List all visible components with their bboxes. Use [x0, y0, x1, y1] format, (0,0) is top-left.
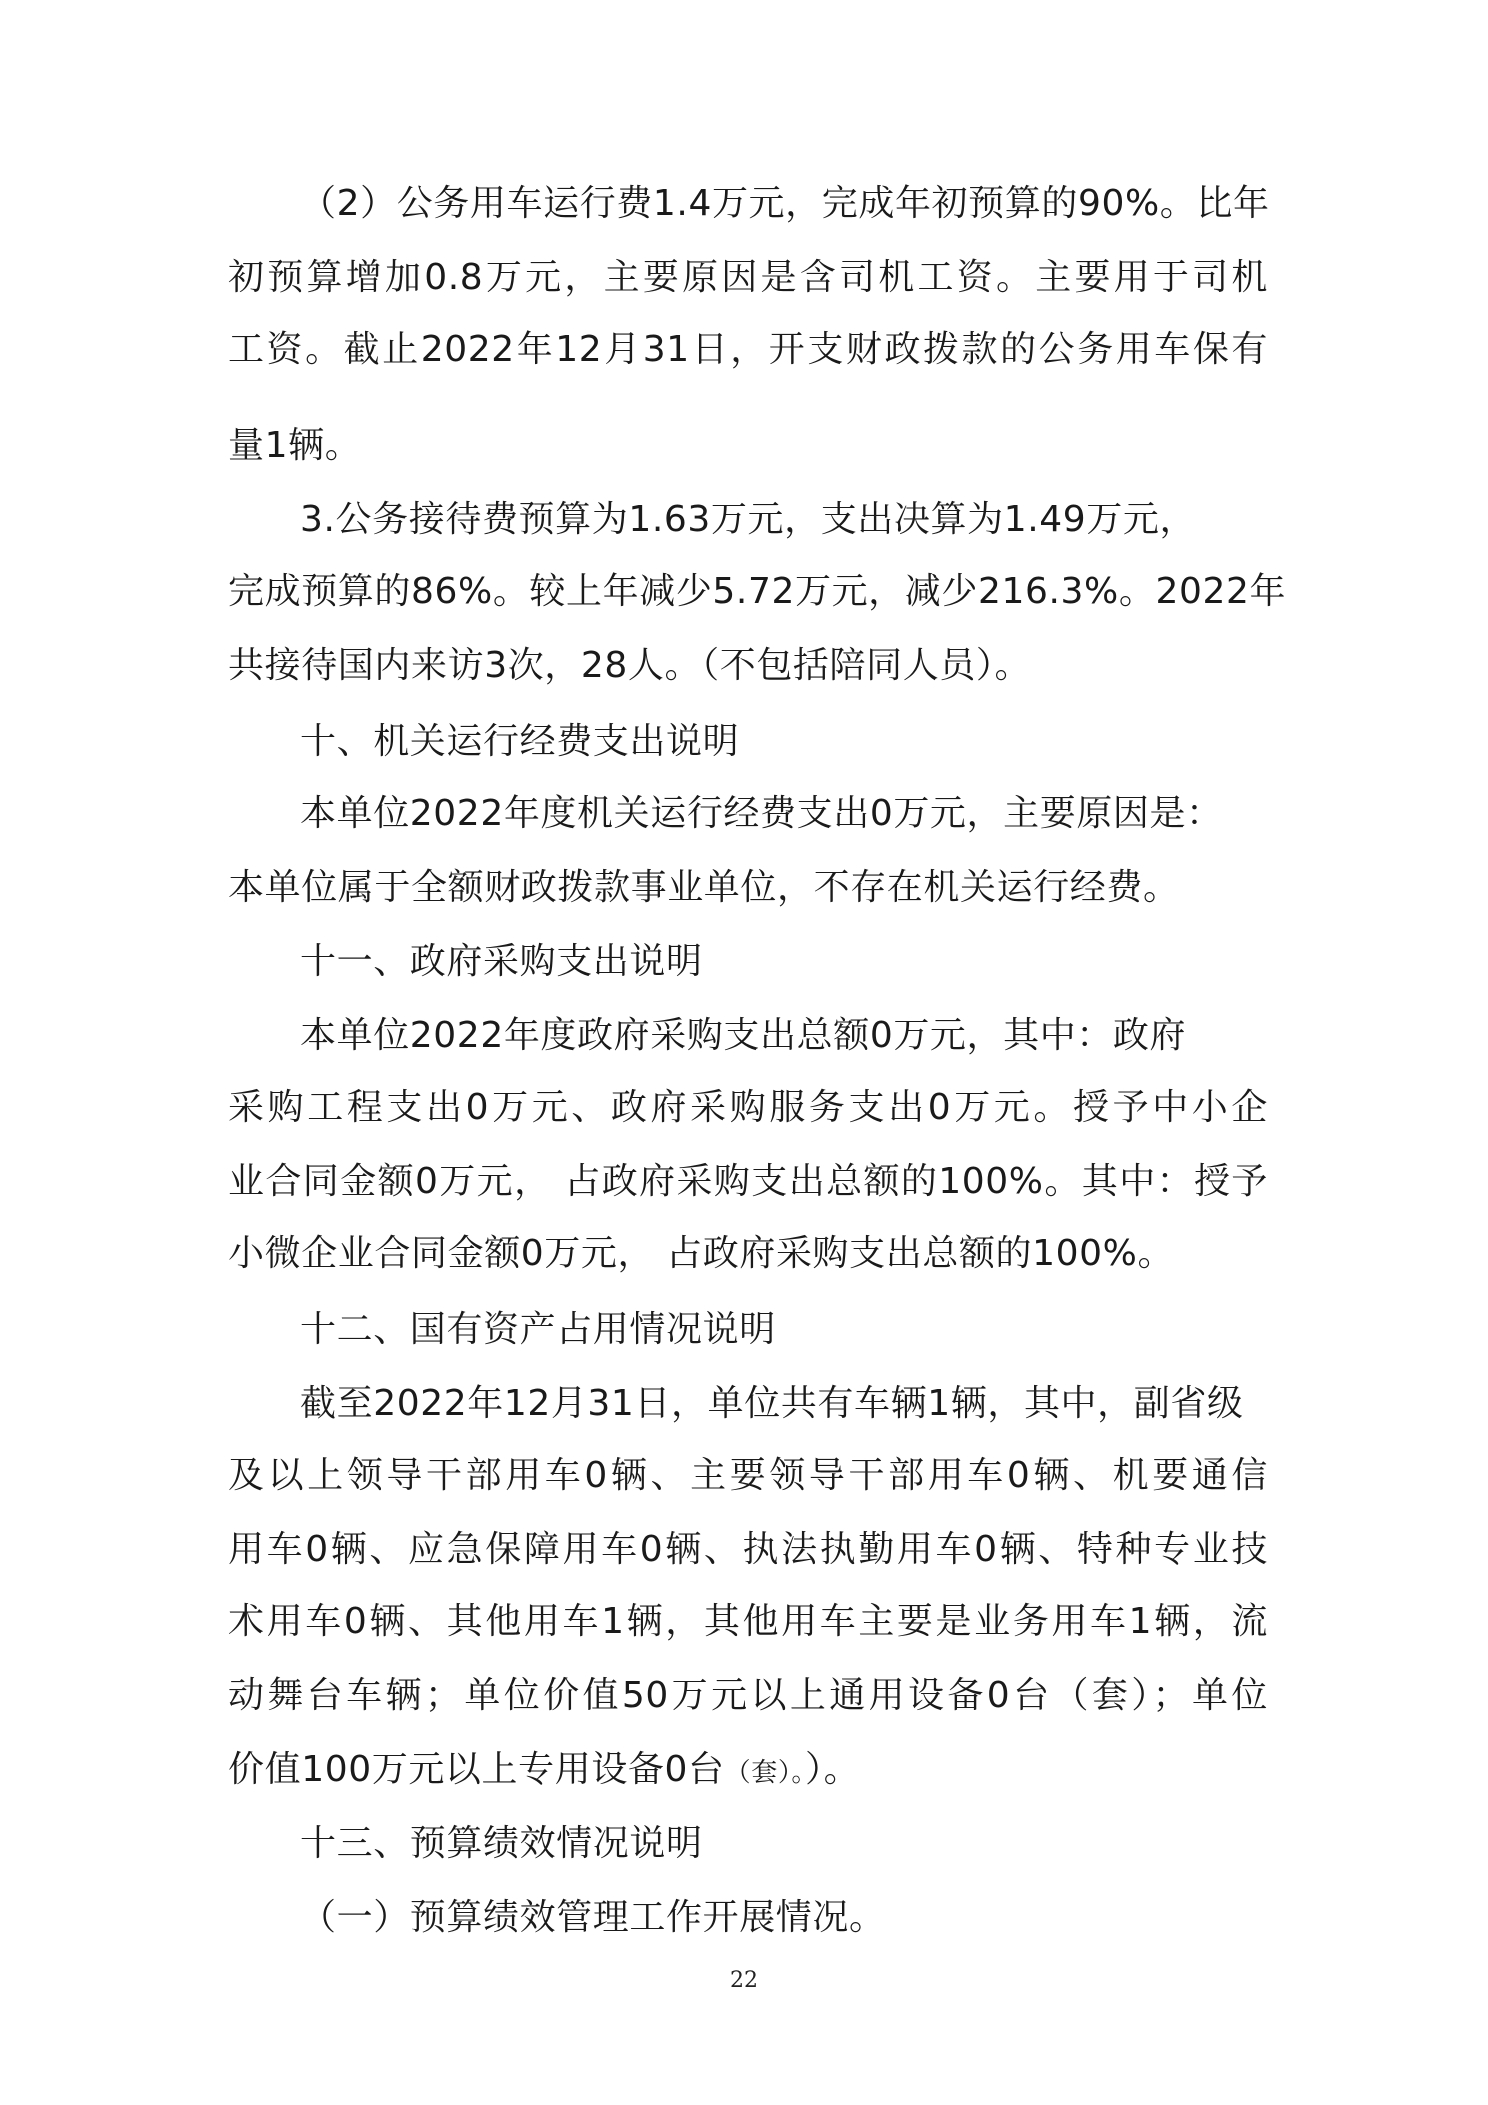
paragraph-line: （2）公务用车运行费1.4万元，完成年初预算的90%。比年: [300, 183, 1270, 224]
section-heading: 十、机关运行经费支出说明: [300, 721, 740, 762]
subsection-heading: （一）预算绩效管理工作开展情况。: [300, 1897, 886, 1938]
paragraph-line: 及以上领导干部用车0辆、主要领导干部用车0辆、机要通信: [228, 1455, 1268, 1496]
paragraph-line: 术用车0辆、其他用车1辆，其他用车主要是业务用车1辆，流: [228, 1601, 1268, 1642]
paragraph-line: 3.公务接待费预算为1.63万元，支出决算为1.49万元，: [300, 499, 1197, 540]
section-heading: 十二、国有资产占用情况说明: [300, 1309, 776, 1350]
paragraph-line: 本单位2022年度机关运行经费支出0万元，主要原因是：: [300, 793, 1223, 834]
paragraph-line: 量1辆。: [228, 425, 362, 466]
paragraph-line-small-text: （套）。: [724, 1758, 806, 1788]
paragraph-line: 截至2022年12月31日，单位共有车辆1辆，其中，副省级: [300, 1383, 1244, 1424]
paragraph-line: 用车0辆、应急保障用车0辆、执法执勤用车0辆、特种专业技: [228, 1529, 1268, 1570]
paragraph-line: 共接待国内来访3次，28人。（不包括陪同人员）。: [228, 645, 1032, 686]
paragraph-line: 小微企业合同金额0万元， 占政府采购支出总额的100%。: [228, 1233, 1175, 1274]
section-heading: 十一、政府采购支出说明: [300, 941, 703, 982]
paragraph-line: 采购工程支出0万元、政府采购服务支出0万元。授予中小企: [228, 1087, 1268, 1128]
paragraph-line: 业合同金额0万元， 占政府采购支出总额的100%。其中：授予: [228, 1161, 1268, 1202]
page-number: 22: [730, 1968, 758, 1993]
paragraph-line: 动舞台车辆；单位价值50万元以上通用设备0台（套）；单位: [228, 1675, 1268, 1716]
paragraph-line: 完成预算的86%。较上年减少5.72万元，减少216.3%。2022年: [228, 571, 1287, 612]
paragraph-line: 本单位属于全额财政拨款事业单位，不存在机关运行经费。: [228, 867, 1180, 908]
paragraph-line: 初预算增加0.8万元，主要原因是含司机工资。主要用于司机: [228, 257, 1268, 298]
paragraph-line: 工资。截止2022年12月31日，开支财政拨款的公务用车保有: [228, 329, 1268, 370]
paragraph-line-text: 价值100万元以上专用设备0台: [228, 1749, 725, 1790]
section-heading: 十三、预算绩效情况说明: [300, 1823, 703, 1864]
paragraph-line: 本单位2022年度政府采购支出总额0万元，其中：政府: [300, 1015, 1187, 1056]
paragraph-line-tail: ）。: [805, 1749, 861, 1790]
paragraph-line: [228, 1746, 1268, 1794]
